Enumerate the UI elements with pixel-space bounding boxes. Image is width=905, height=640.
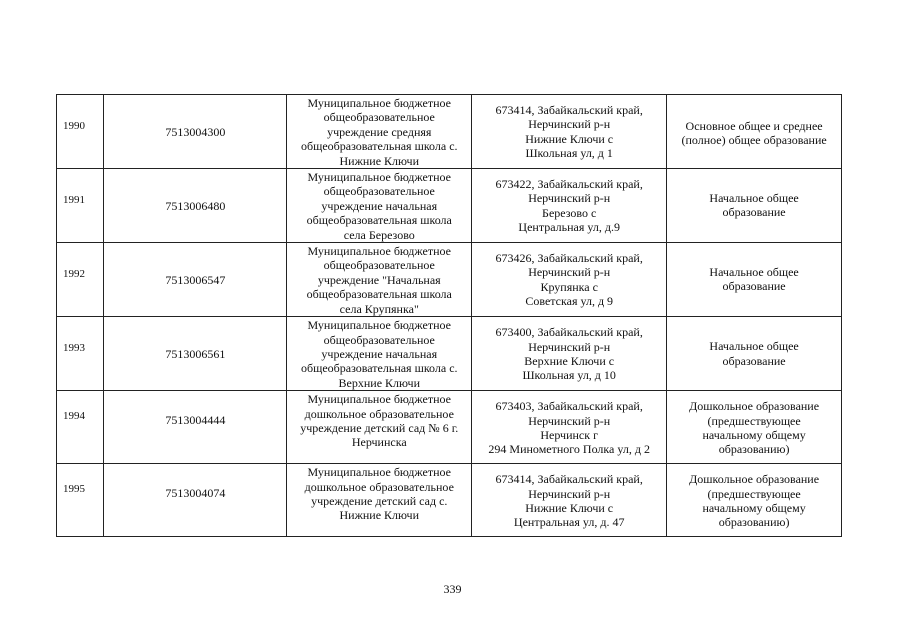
page-number: 339 [443,582,462,596]
education-level-cell: Начальное общее образование [667,243,842,317]
row-number: 1992 [57,243,104,317]
row-number: 1993 [57,317,104,391]
inn-cell: 7513004074 [104,464,287,537]
inn-cell: 7513004300 [104,95,287,169]
row-number: 1995 [57,464,104,537]
education-level-cell: Дошкольное образование (предшествующее начальному общему образованию) [667,464,842,537]
institution-name-cell: Муниципальное бюджетное общеобразовательное учреждение начальная общеобразовательная школа с. Верхние Ключи [287,317,472,391]
table-row [57,464,842,537]
row-number: 1990 [57,95,104,169]
institution-name-cell: Муниципальное бюджетное общеобразовательное учреждение "Начальная общеобразовательная школа села Крупянка" [287,243,472,317]
inn-cell: 7513006480 [104,169,287,243]
row-number: 1994 [57,391,104,464]
education-level-cell: Начальное общее образование [667,169,842,243]
institution-name-cell: Муниципальное бюджетное общеобразовательное учреждение начальная общеобразовательная школа села Березово [287,169,472,243]
row-number: 1991 [57,169,104,243]
table-row [57,169,842,243]
education-level-cell: Дошкольное образование (предшествующее начальному общему образованию) [667,391,842,464]
table-row [57,95,842,169]
table-row [57,317,842,391]
inn-cell: 7513004444 [104,391,287,464]
table-row [57,243,842,317]
address-cell: 673414, Забайкальский край, Нерчинский р-н Нижние Ключи с Школьная ул, д 1 [472,95,667,169]
address-cell: 673426, Забайкальский край, Нерчинский р-н Крупянка с Советская ул, д 9 [472,243,667,317]
inn-cell: 7513006547 [104,243,287,317]
table-row [57,391,842,464]
institution-name-cell: Муниципальное бюджетное дошкольное образовательное учреждение детский сад № 6 г. Нерчинска [287,391,472,464]
institutions-table [56,94,842,537]
address-cell: 673403, Забайкальский край, Нерчинский р-н Нерчинск г 294 Минометного Полка ул, д 2 [472,391,667,464]
education-level-cell: Основное общее и среднее (полное) общее образование [667,95,842,169]
institution-name-cell: Муниципальное бюджетное общеобразовательное учреждение средняя общеобразовательная школа с. Нижние Ключи [287,95,472,169]
institution-name-cell: Муниципальное бюджетное дошкольное образовательное учреждение детский сад с. Нижние Ключи [287,464,472,537]
address-cell: 673414, Забайкальский край, Нерчинский р-н Нижние Ключи с Центральная ул, д. 47 [472,464,667,537]
address-cell: 673400, Забайкальский край, Нерчинский р-н Верхние Ключи с Школьная ул, д 10 [472,317,667,391]
address-cell: 673422, Забайкальский край, Нерчинский р-н Березово с Центральная ул, д.9 [472,169,667,243]
education-level-cell: Начальное общее образование [667,317,842,391]
inn-cell: 7513006561 [104,317,287,391]
